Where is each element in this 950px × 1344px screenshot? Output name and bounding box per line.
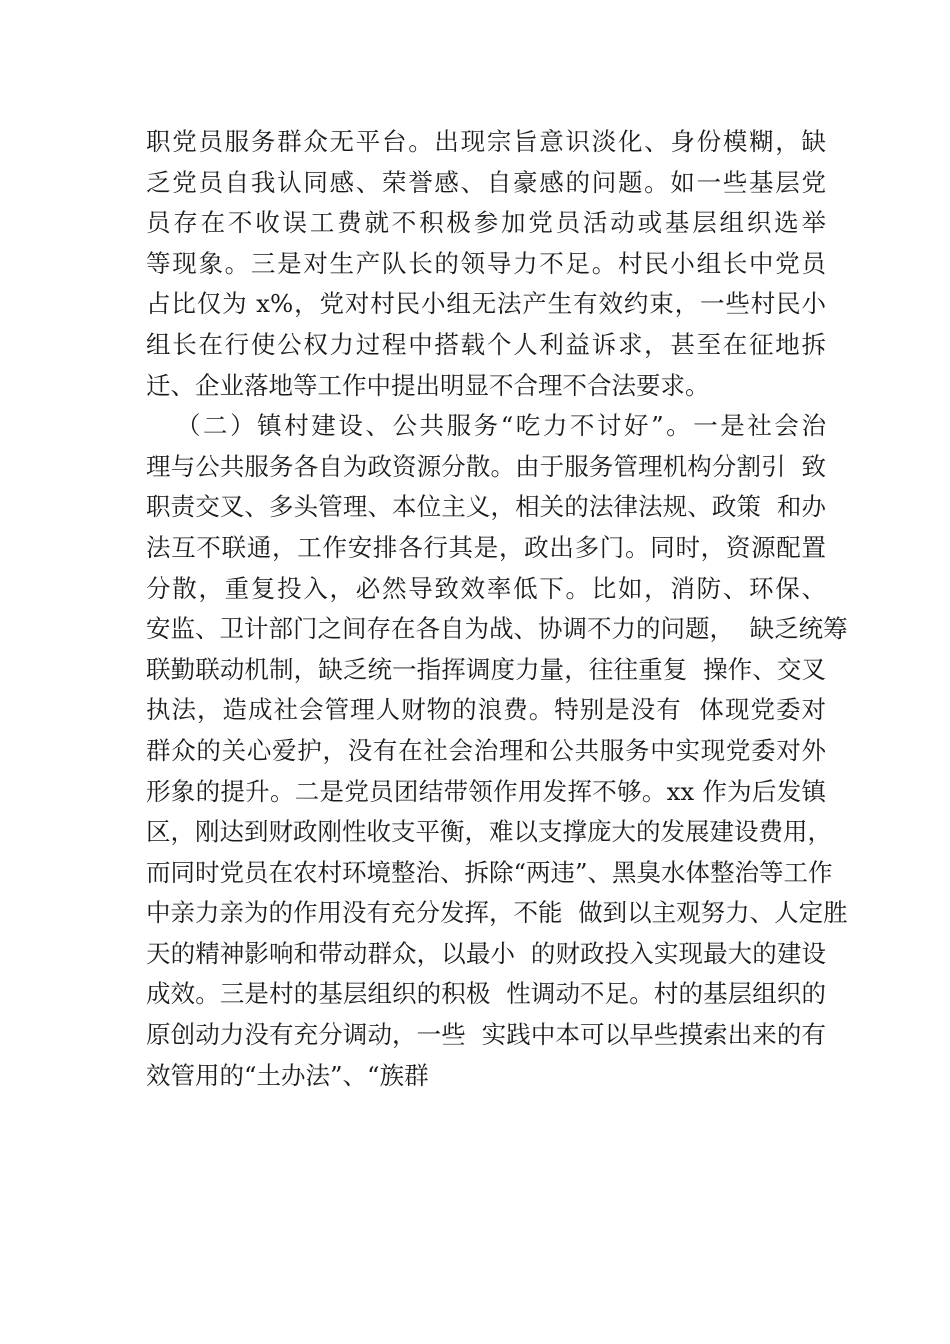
text-line: 形象的提升。二是党员团结带领作用发挥不够。xx 作为后发镇	[146, 776, 826, 806]
text-line: 执法，造成社会管理人财物的浪费。特别是没有 体现党委对	[146, 695, 826, 725]
text-line: 区，刚达到财政刚性收支平衡，难以支撑庞大的发展建设费用，	[146, 817, 832, 847]
text-line: 职党员服务群众无平台。出现宗旨意识淡化、身份模糊，缺	[146, 127, 826, 156]
text-line: 联勤联动机制，缺乏统一指挥调度力量，往往重复 操作、交叉	[146, 654, 826, 684]
text-line: 中亲力亲为的作用没有充分发挥，不能 做到以主观努力、人定胜	[146, 898, 848, 928]
text-line: 天的精神影响和带动群众，以最小 的财政投入实现最大的建设	[146, 938, 826, 968]
body-text	[146, 122, 848, 1096]
text-line: 等现象。三是对生产队长的领导力不足。村民小组长中党员	[146, 248, 826, 278]
text-line: 迁、企业落地等工作中提出明显不合理不合法要求。	[146, 370, 710, 400]
text-line: 乏党员自我认同感、荣誉感、自豪感的问题。如一些基层党	[146, 167, 826, 197]
text-line: 职责交叉、多头管理、本位主义，相关的法律法规、政策 和办	[146, 492, 826, 522]
text-line: 占比仅为 x%，党对村民小组无法产生有效约束，一些村民小	[146, 289, 826, 319]
text-line: 理与公共服务各自为政资源分散。由于服务管理机构分割引 致	[146, 451, 826, 481]
text-line: 组长在行使公权力过程中搭载个人利益诉求，甚至在征地拆	[146, 329, 826, 359]
text-line: 分散，重复投入，必然导致效率低下。比如，消防、环保、	[146, 573, 826, 603]
section-heading-line: （二）镇村建设、公共服务“吃力不讨好”。一是社会治	[176, 411, 826, 441]
text-line: 效管用的“土办法”、“族群	[146, 1060, 429, 1090]
text-line: 群众的关心爱护，没有在社会治理和公共服务中实现党委对外	[146, 735, 826, 765]
text-line: 员存在不收误工费就不积极参加党员活动或基层组织选举	[146, 208, 826, 238]
text-line: 而同时党员在农村环境整治、拆除“两违”、黑臭水体整治等工作	[146, 857, 833, 887]
text-line: 安监、卫计部门之间存在各自为战、协调不力的问题， 缺乏统筹	[146, 614, 848, 644]
text-line: 成效。三是村的基层组织的积极 性调动不足。村的基层组织的	[146, 979, 826, 1009]
text-line: 法互不联通，工作安排各行其是，政出多门。同时，资源配置	[146, 532, 826, 562]
text-line: 原创动力没有充分调动，一些 实践中本可以早些摸索出来的有	[146, 1020, 826, 1050]
